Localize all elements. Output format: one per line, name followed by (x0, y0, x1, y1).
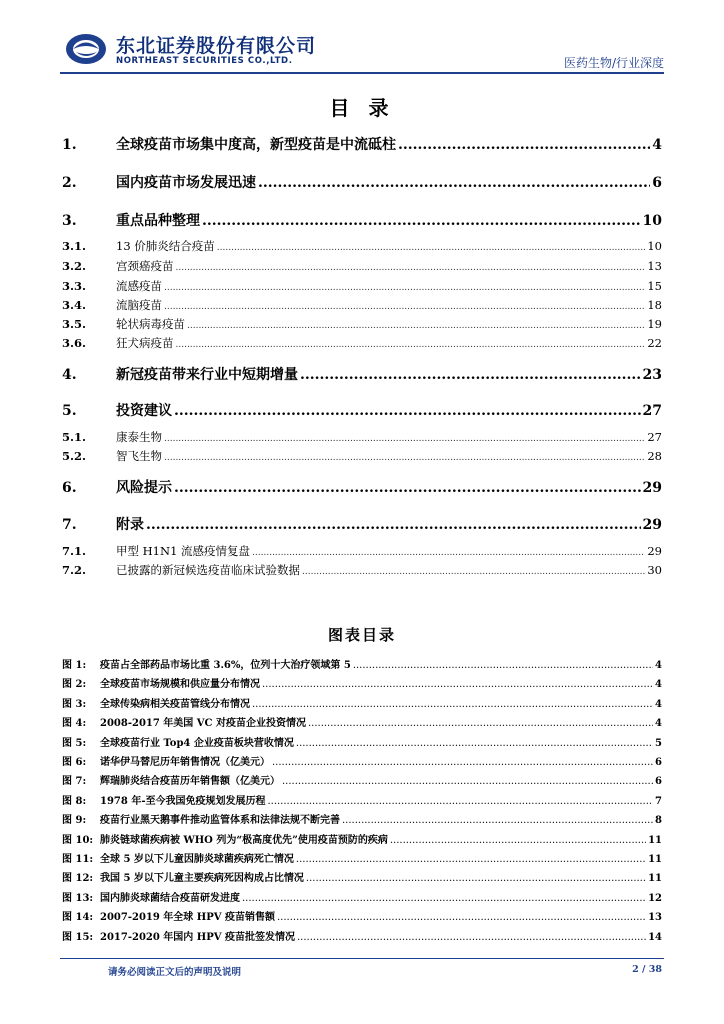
toc-leader-dots (164, 453, 645, 463)
toc-leader-dots (252, 548, 645, 558)
toc-leader-dots (164, 302, 645, 312)
toc-leader-dots (187, 321, 645, 331)
toc-entry[interactable] (62, 562, 662, 578)
figure-entry[interactable] (62, 869, 662, 884)
toc-entry[interactable] (62, 448, 662, 464)
figure-entry-label: 图 14: (62, 912, 94, 923)
toc-leader-dots (174, 480, 641, 496)
figure-entry-label: 图 4: (62, 718, 87, 729)
figure-entry-label: 图 7: (62, 776, 87, 787)
figure-entry-label: 图 12: (62, 873, 94, 884)
toc-entry-title: 风险提示 (116, 480, 172, 496)
toc-entry-number: 7.1. (62, 544, 87, 558)
figure-entry-page: 12 (648, 893, 662, 904)
toc-entry-number: 7. (62, 517, 77, 533)
figure-leader-dots (390, 835, 646, 846)
toc-entry-title: 国内疫苗市场发展迅速 (116, 175, 256, 191)
toc-leader-dots (258, 175, 650, 191)
toc-entry-title: 甲型 H1N1 流感疫情复盘 (116, 544, 251, 558)
figure-entry[interactable] (62, 850, 662, 865)
toc-entry-page: 15 (647, 279, 662, 293)
toc-entry-title: 流感疫苗 (116, 279, 162, 293)
figure-leader-dots (296, 738, 653, 749)
figure-entry[interactable] (62, 928, 662, 943)
toc-entry[interactable] (62, 400, 662, 420)
figure-entry-page: 7 (655, 796, 662, 807)
toc-entry-page: 4 (652, 137, 662, 153)
figure-entry-page: 6 (655, 776, 662, 787)
figure-entry[interactable] (62, 695, 662, 710)
figure-entry-page: 11 (648, 854, 662, 865)
figure-entry-label: 图 5: (62, 738, 87, 749)
toc-entry-number: 4. (62, 367, 77, 383)
toc-entry-number: 5. (62, 403, 77, 419)
figure-entry-page: 5 (655, 738, 662, 749)
figure-entry-title: 辉瑞肺炎结合疫苗历年销售额（亿美元） (100, 776, 280, 787)
company-name-en: NORTHEAST SECURITIES CO.,LTD. (116, 56, 293, 66)
toc-entry-page: 28 (647, 449, 662, 463)
figure-entry-page: 8 (655, 815, 662, 826)
figure-entry-title: 2007-2019 年全球 HPV 疫苗销售额 (100, 912, 275, 923)
toc-entry-number: 3.5. (62, 317, 87, 331)
figure-entry[interactable] (62, 831, 662, 846)
figure-entry-title: 疫苗行业黑天鹅事件推动监管体系和法律法规不断完善 (100, 815, 340, 826)
figure-entry-page: 4 (655, 679, 662, 690)
figure-entry-title: 疫苗占全部药品市场比重 3.6%，位列十大治疗领域第 5 (100, 660, 351, 671)
toc-entry-page: 23 (642, 367, 662, 383)
toc-entry-title: 投资建议 (116, 403, 172, 419)
figure-leader-dots (296, 854, 646, 865)
figure-leader-dots (267, 796, 653, 807)
figure-entry-label: 图 3: (62, 699, 87, 710)
toc-entry[interactable] (62, 477, 662, 497)
figure-entry-title: 2008-2017 年美国 VC 对疫苗企业投资情况 (100, 718, 306, 729)
footer-divider (60, 958, 664, 959)
toc-entry[interactable] (62, 210, 662, 230)
figure-entry-title: 2017-2020 年国内 HPV 疫苗批签发情况 (100, 932, 295, 943)
figure-entry-label: 图 10: (62, 835, 94, 846)
toc-entry[interactable] (62, 134, 662, 154)
toc-entry-title: 轮状病毒疫苗 (116, 317, 185, 331)
toc-entry[interactable] (62, 364, 662, 384)
toc-entry-title: 附录 (116, 517, 144, 533)
company-logo-icon (64, 32, 110, 66)
figure-entry-title: 肺炎链球菌疾病被 WHO 列为“极高度优先”使用疫苗预防的疾病 (100, 835, 388, 846)
toc-entry-page: 19 (647, 317, 662, 331)
toc-leader-dots (174, 403, 641, 419)
toc-entry-number: 3.6. (62, 336, 87, 350)
toc-entry-page: 29 (642, 480, 662, 496)
toc-entry-page: 29 (647, 544, 662, 558)
figure-entry-page: 4 (655, 699, 662, 710)
figure-entry[interactable] (62, 792, 662, 807)
figure-entry[interactable] (62, 811, 662, 826)
toc-leader-dots (398, 137, 650, 153)
figure-entry[interactable] (62, 675, 662, 690)
toc-leader-dots (164, 434, 645, 444)
toc-entry-number: 7.2. (62, 563, 87, 577)
toc-leader-dots (300, 367, 641, 383)
toc-entry-title: 重点品种整理 (116, 213, 200, 229)
figure-leader-dots (308, 718, 653, 729)
figure-leader-dots (277, 912, 646, 923)
toc-entry-title: 智飞生物 (116, 449, 162, 463)
figure-entry[interactable] (62, 908, 662, 923)
toc-entry[interactable] (62, 335, 662, 351)
toc-entry[interactable] (62, 297, 662, 313)
toc-entry[interactable] (62, 258, 662, 274)
toc-entry-number: 3.2. (62, 259, 87, 273)
figure-entry-title: 诺华伊马替尼历年销售情况（亿美元） (100, 757, 270, 768)
figure-leader-dots (297, 932, 646, 943)
figure-leader-dots (306, 873, 646, 884)
toc-entry-page: 13 (647, 259, 662, 273)
toc-entry-number: 5.2. (62, 449, 87, 463)
toc-entry[interactable] (62, 316, 662, 332)
figure-entry-title: 1978 年-至今我国免疫规划发展历程 (100, 796, 266, 807)
toc-entry[interactable] (62, 238, 662, 254)
toc-entry-number: 5.1. (62, 430, 87, 444)
toc-entry-title: 狂犬病疫苗 (116, 336, 174, 350)
figure-entry[interactable] (62, 714, 662, 729)
figure-entry-page: 4 (655, 660, 662, 671)
toc-entry[interactable] (62, 172, 662, 192)
figure-entry-label: 图 13: (62, 893, 94, 904)
toc-entry-number: 3. (62, 213, 77, 229)
figure-leader-dots (242, 893, 646, 904)
toc-entry-page: 27 (647, 430, 662, 444)
figure-entry[interactable] (62, 734, 662, 749)
toc-entry-number: 3.1. (62, 239, 87, 253)
toc-entry-page: 29 (642, 517, 662, 533)
figure-leader-dots (272, 757, 653, 768)
toc-entry-title: 已披露的新冠候选疫苗临床试验数据 (116, 563, 300, 577)
toc-entry-page: 30 (647, 563, 662, 577)
figure-entry-page: 11 (648, 835, 662, 846)
report-category: 医药生物/行业深度 (563, 56, 664, 70)
figure-entry-label: 图 1: (62, 660, 87, 671)
toc-leader-dots (217, 243, 646, 253)
figure-leader-dots (252, 699, 653, 710)
figure-entry[interactable] (62, 889, 662, 904)
figure-entry-page: 13 (648, 912, 662, 923)
figure-entry-label: 图 8: (62, 796, 87, 807)
toc-leader-dots (176, 263, 646, 273)
page-header (0, 0, 724, 82)
figure-entry-label: 图 11: (62, 854, 94, 865)
figure-entry[interactable] (62, 656, 662, 671)
toc-entry[interactable] (62, 543, 662, 559)
figure-entry-label: 图 6: (62, 757, 87, 768)
figure-leader-dots (262, 679, 653, 690)
figure-entry-title: 我国 5 岁以下儿童主要疾病死因构成占比情况 (100, 873, 304, 884)
toc-leader-dots (164, 283, 645, 293)
figure-entry-title: 国内肺炎球菌结合疫苗研发进度 (100, 893, 240, 904)
toc-entry-number: 3.4. (62, 298, 87, 312)
figure-entry[interactable] (62, 772, 662, 787)
figure-entry-title: 全球疫苗市场规模和供应量分布情况 (100, 679, 260, 690)
toc-leader-dots (302, 567, 645, 577)
toc-entry-title: 流脑疫苗 (116, 298, 162, 312)
page-number: 2 / 38 (632, 964, 662, 975)
toc-entry-title: 宫颈癌疫苗 (116, 259, 174, 273)
company-name-cn: 东北证券股份有限公司 (116, 35, 317, 57)
figure-entry[interactable] (62, 753, 662, 768)
toc-entry[interactable] (62, 429, 662, 445)
figure-entry-label: 图 2: (62, 679, 87, 690)
figure-entry-page: 11 (648, 873, 662, 884)
toc-entry-page: 22 (647, 336, 662, 350)
toc-entry-number: 2. (62, 175, 77, 191)
figure-list-title: 图表目录 (327, 626, 396, 644)
figure-entry-title: 全球传染病相关疫苗管线分布情况 (100, 699, 250, 710)
figure-leader-dots (353, 660, 653, 671)
toc-entry-number: 1. (62, 137, 77, 153)
figure-entry-label: 图 9: (62, 815, 87, 826)
toc-entry-page: 10 (647, 239, 662, 253)
footer-disclaimer: 请务必阅读正文后的声明及说明 (108, 967, 242, 978)
toc-entry-title: 全球疫苗市场集中度高，新型疫苗是中流砥柱 (116, 137, 396, 153)
toc-entry-title: 康泰生物 (116, 430, 162, 444)
toc-entry-number: 6. (62, 480, 77, 496)
figure-entry-page: 14 (648, 932, 662, 943)
toc-entry-page: 10 (642, 213, 662, 229)
toc-leader-dots (146, 517, 641, 533)
toc-entry-title: 13 价肺炎结合疫苗 (116, 239, 215, 253)
toc-entry[interactable] (62, 514, 662, 534)
header-divider (60, 72, 664, 74)
toc-entry-page: 27 (642, 403, 662, 419)
toc-leader-dots (202, 213, 641, 229)
toc-entry-page: 18 (647, 298, 662, 312)
toc-entry-page: 6 (652, 175, 662, 191)
toc-leader-dots (176, 340, 646, 350)
figure-entry-title: 全球 5 岁以下儿童因肺炎球菌疾病死亡情况 (100, 854, 294, 865)
toc-entry-number: 3.3. (62, 279, 87, 293)
figure-leader-dots (342, 815, 653, 826)
figure-entry-page: 6 (655, 757, 662, 768)
toc-entry[interactable] (62, 278, 662, 294)
figure-leader-dots (282, 776, 653, 787)
toc-entry-title: 新冠疫苗带来行业中短期增量 (116, 367, 298, 383)
toc-title: 目 录 (329, 96, 395, 120)
figure-entry-page: 4 (655, 718, 662, 729)
figure-entry-title: 全球疫苗行业 Top4 企业疫苗板块营收情况 (100, 738, 294, 749)
figure-entry-label: 图 15: (62, 932, 94, 943)
